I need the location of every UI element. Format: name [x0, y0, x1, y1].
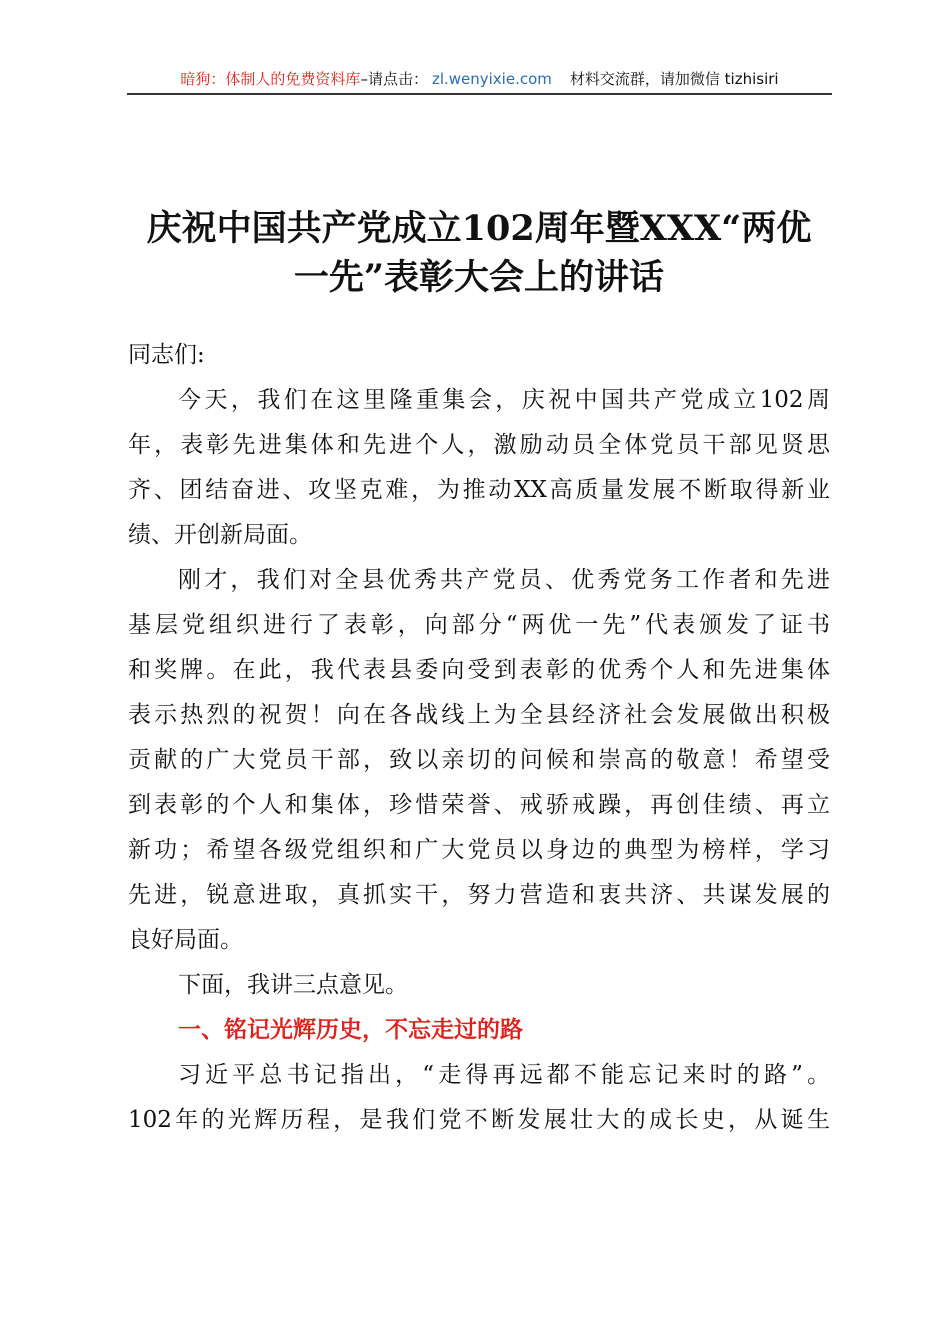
paragraph-line: 到表彰的个人和集体，珍惜荣誉、戒骄戒躁，再创佳绩、再立	[128, 792, 830, 818]
header-click-label: –请点击：	[360, 70, 428, 88]
section-heading: 一、铭记光辉历史，不忘走过的路	[178, 1017, 523, 1043]
paragraph-line: 先进，锐意进取，真抓实干，努力营造和衷共济、共谋发展的	[128, 882, 830, 908]
paragraph-line: 新功；希望各级党组织和广大党员以身边的典型为榜样，学习	[128, 837, 830, 863]
paragraph	[128, 378, 830, 558]
document-body	[128, 333, 830, 1143]
section-paragraph	[128, 1053, 830, 1143]
paragraphs	[128, 378, 830, 1008]
header-promo: 暗狗：体制人的免费资料库	[180, 70, 361, 88]
header-url-link[interactable]: zl.wenyixie.com	[431, 70, 552, 88]
paragraph-line: 今天，我们在这里隆重集会，庆祝中国共产党成立102周	[178, 387, 830, 413]
title-line-2: 一先”表彰大会上的讲话	[293, 257, 665, 298]
paragraph-line: 习近平总书记指出，“走得再远都不能忘记来时的路”。	[178, 1062, 830, 1088]
paragraph-line: 表示热烈的祝贺！向在各战线上为全县经济社会发展做出积极	[128, 702, 830, 728]
paragraph-line: 良好局面。	[128, 927, 243, 953]
paragraph-line: 和奖牌。在此，我代表县委向受到表彰的优秀个人和先进集体	[128, 657, 830, 683]
page-header	[127, 68, 832, 95]
header-wechat: 材料交流群，请加微信 tizhisiri	[569, 70, 779, 88]
paragraph	[128, 558, 830, 963]
paragraph-line: 年，表彰先进集体和先进个人，激励动员全体党员干部见贤思	[128, 432, 830, 458]
title-line-1: 庆祝中国共产党成立102周年暨XXX“两优	[146, 208, 812, 249]
paragraph	[128, 963, 830, 1008]
paragraph-line: 下面，我讲三点意见。	[178, 972, 408, 998]
paragraph-line: 刚才，我们对全县优秀共产党员、优秀党务工作者和先进	[178, 567, 830, 593]
paragraph-line: 贡献的广大党员干部，致以亲切的问候和崇高的敬意！希望受	[128, 747, 830, 773]
paragraph-line: 基层党组织进行了表彰，向部分“两优一先”代表颁发了证书	[128, 612, 830, 638]
paragraph-line: 绩、开创新局面。	[128, 522, 312, 548]
document-title	[128, 204, 830, 302]
paragraph-line: 102年的光辉历程，是我们党不断发展壮大的成长史，从诞生	[128, 1107, 830, 1133]
salutation: 同志们:	[128, 342, 205, 368]
paragraph-line: 齐、团结奋进、攻坚克难，为推动XX高质量发展不断取得新业	[128, 477, 830, 503]
